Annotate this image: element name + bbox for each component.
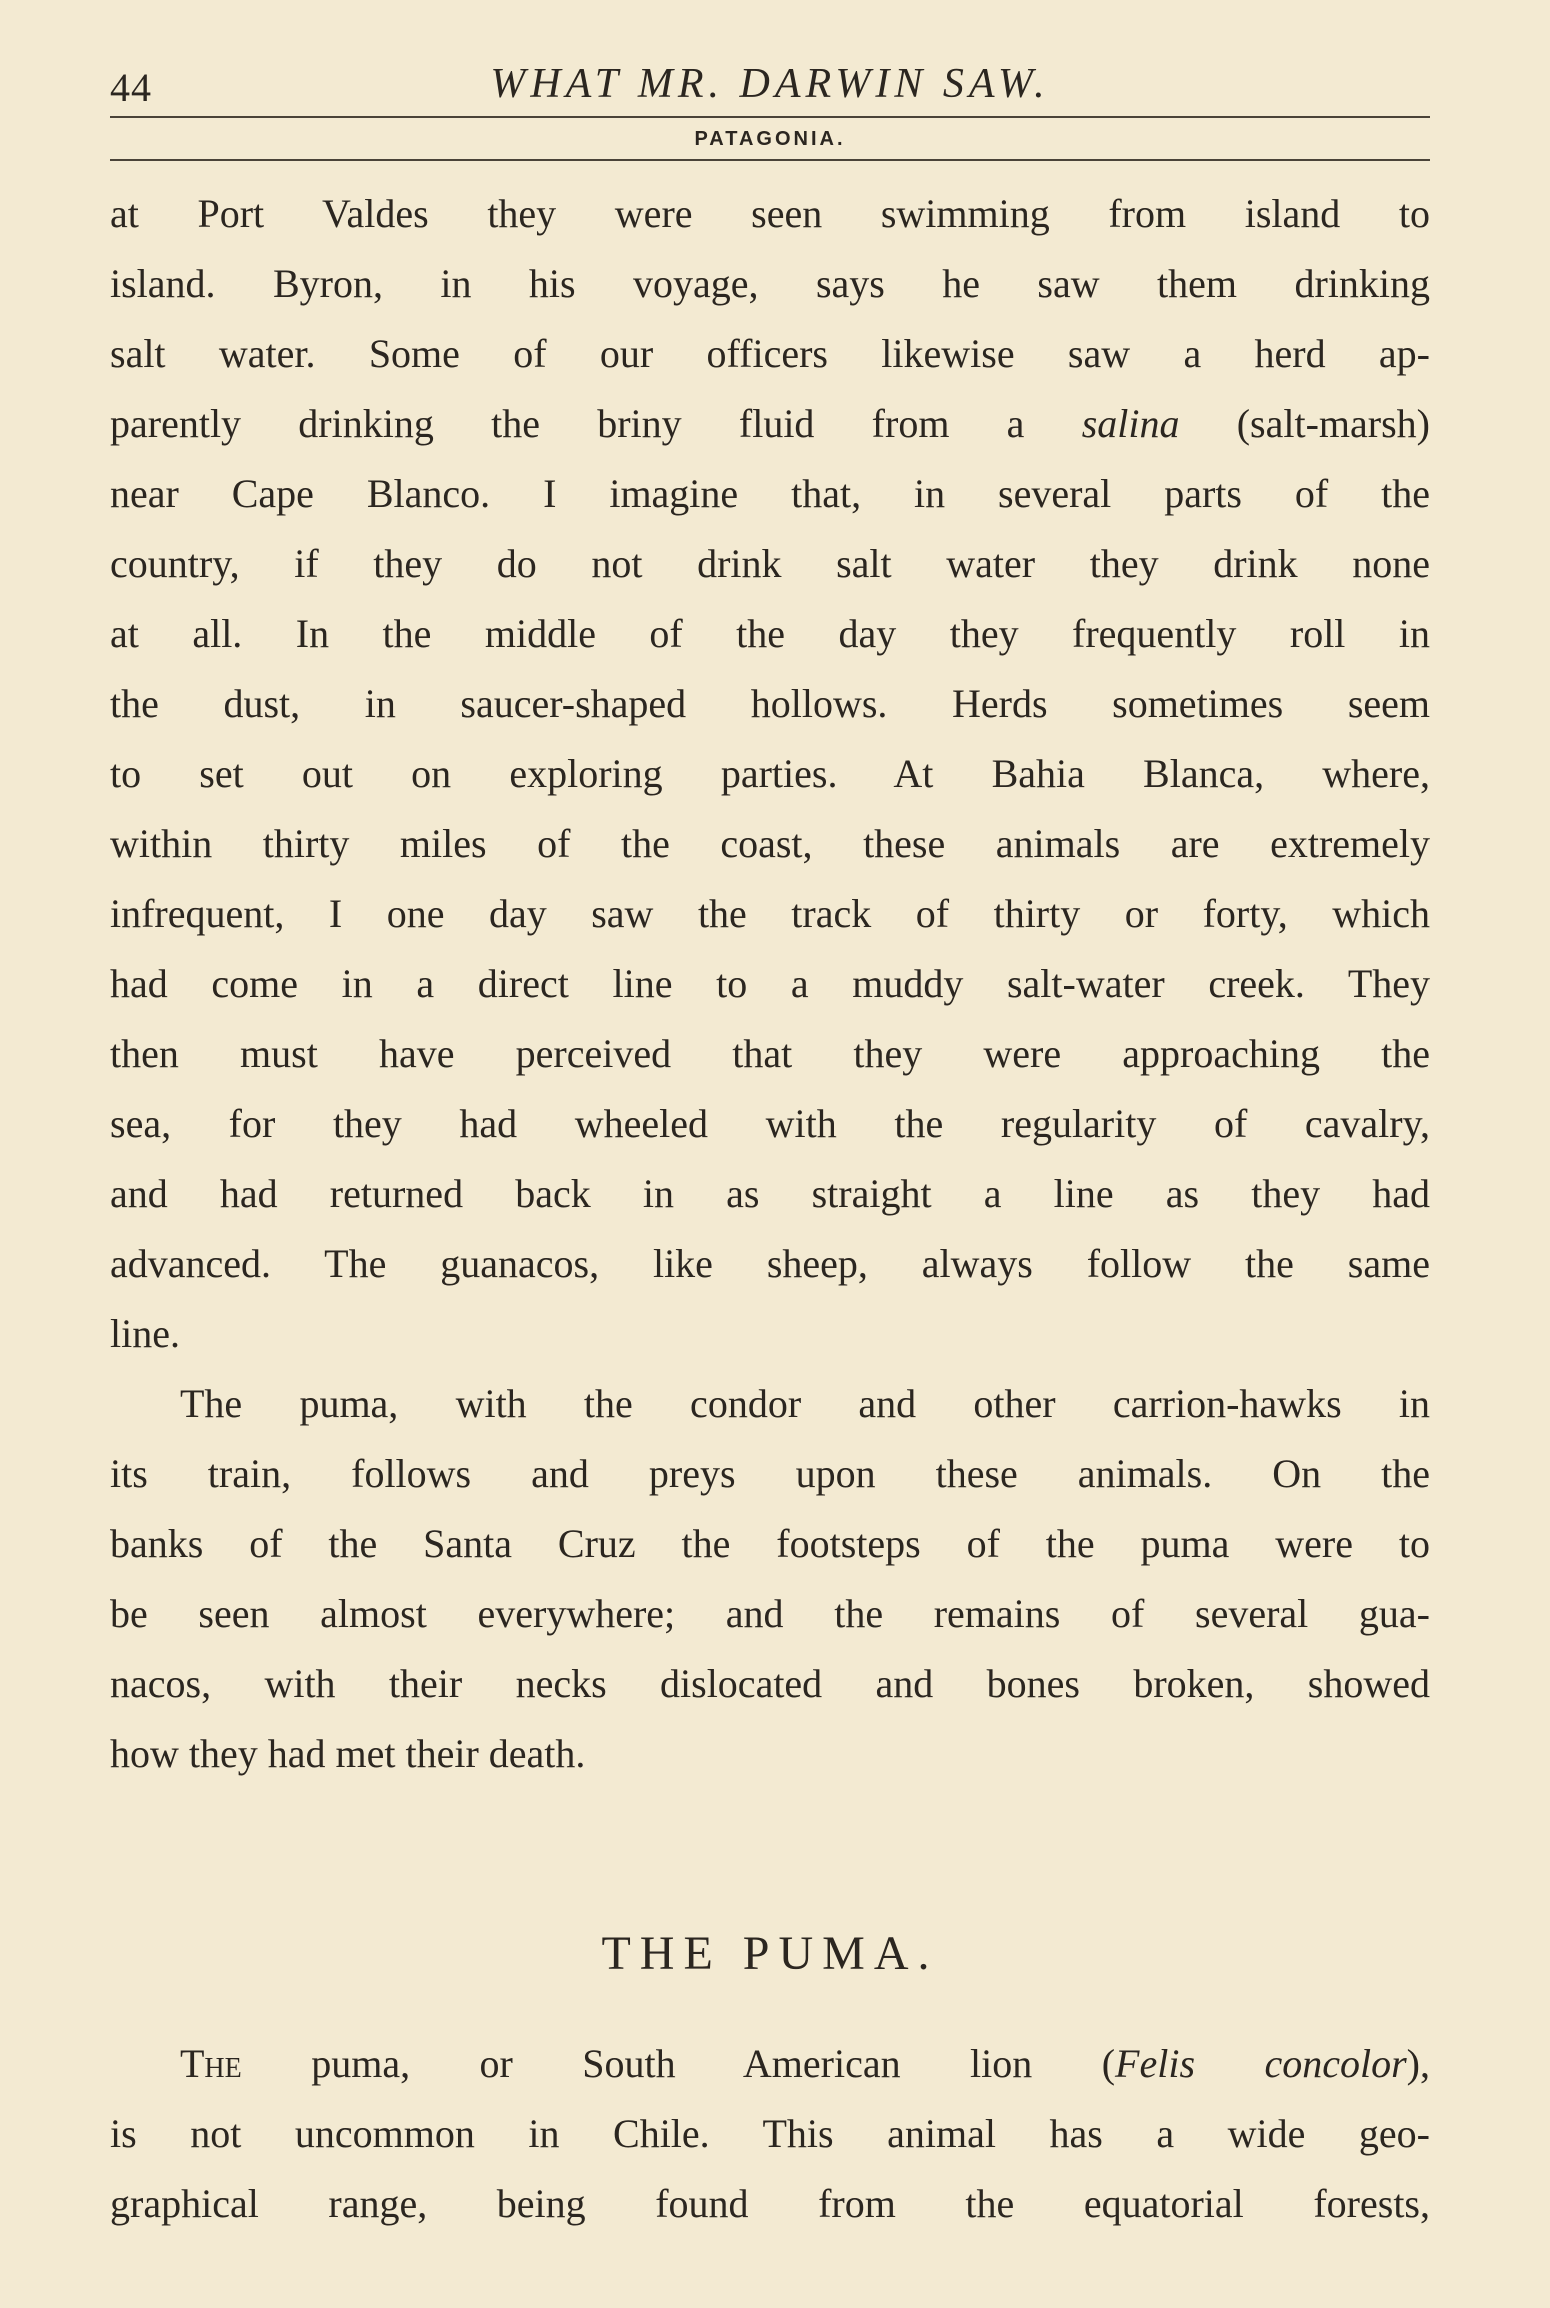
section-label: PATAGONIA.: [694, 128, 846, 150]
text-segment: puma, or South American lion (: [311, 2041, 1116, 2086]
text-segment: parently drinking the briny fluid from a: [110, 401, 1025, 446]
text-line: within thirty miles of the coast, these animals are extremely: [110, 821, 1430, 866]
text-line: to set out on exploring parties. At Bahia Blanca, where,: [110, 751, 1430, 796]
text-line: is not uncommon in Chile. This animal has a wide geo-: [110, 2111, 1430, 2156]
book-page: [110, 50, 1430, 2239]
running-title: WHAT MR. DARWIN SAW.: [490, 61, 1050, 107]
text-line: line.: [110, 1311, 180, 1356]
text-line: the dust, in saucer-shaped hollows. Herds sometimes seem: [110, 681, 1430, 726]
text-line: its train, follows and preys upon these animals. On the: [110, 1451, 1430, 1496]
text-line: salt water. Some of our officers likewise saw a herd ap-: [110, 331, 1430, 376]
text-line: nacos, with their necks dislocated and bones broken, showed: [110, 1661, 1430, 1706]
italic-term-salina: salina: [1081, 401, 1180, 446]
paragraph-3: [110, 2029, 1430, 2239]
page-number: 44: [110, 65, 152, 110]
text-line: be seen almost everywhere; and the remains of several gua-: [110, 1591, 1430, 1636]
paragraph-1: [110, 179, 1430, 1369]
body-text: [110, 179, 1430, 2239]
text-line: advanced. The guanacos, like sheep, always follow the same: [110, 1241, 1430, 1286]
text-line: had come in a direct line to a muddy salt-water creek. They: [110, 961, 1430, 1006]
header-rule-top: [110, 116, 1430, 118]
text-line: [110, 2029, 1430, 2099]
text-line: graphical range, being found from the equatorial forests,: [110, 2181, 1430, 2226]
text-line: The puma, with the condor and other carrion-hawks in: [180, 1381, 1430, 1426]
text-line: banks of the Santa Cruz the footsteps of the puma were to: [110, 1521, 1430, 1566]
text-line: country, if they do not drink salt water they drink none: [110, 541, 1430, 586]
text-line: at Port Valdes they were seen swimming from island to: [110, 191, 1430, 236]
text-line: island. Byron, in his voyage, says he saw them drinking: [110, 261, 1430, 306]
text-line: then must have perceived that they were approaching the: [110, 1031, 1430, 1076]
text-segment: (salt-marsh): [1236, 401, 1430, 446]
text-line: how they had met their death.: [110, 1731, 586, 1776]
drop-word: The: [180, 2041, 242, 2086]
text-segment: ),: [1406, 2041, 1430, 2086]
text-line: near Cape Blanco. I imagine that, in several parts of the: [110, 471, 1430, 516]
text-line: [110, 389, 1430, 459]
text-line: at all. In the middle of the day they frequently roll in: [110, 611, 1430, 656]
text-line: infrequent, I one day saw the track of thirty or forty, which: [110, 891, 1430, 936]
page-header: [110, 50, 1430, 110]
text-line: sea, for they had wheeled with the regularity of cavalry,: [110, 1101, 1430, 1146]
italic-term-felis-concolor: Felis concolor: [1115, 2041, 1407, 2086]
text-line: and had returned back in as straight a line as they had: [110, 1171, 1430, 1216]
header-rule-bottom: [110, 159, 1430, 161]
paragraph-2: [110, 1369, 1430, 1789]
section-heading: THE PUMA.: [601, 1927, 939, 1980]
